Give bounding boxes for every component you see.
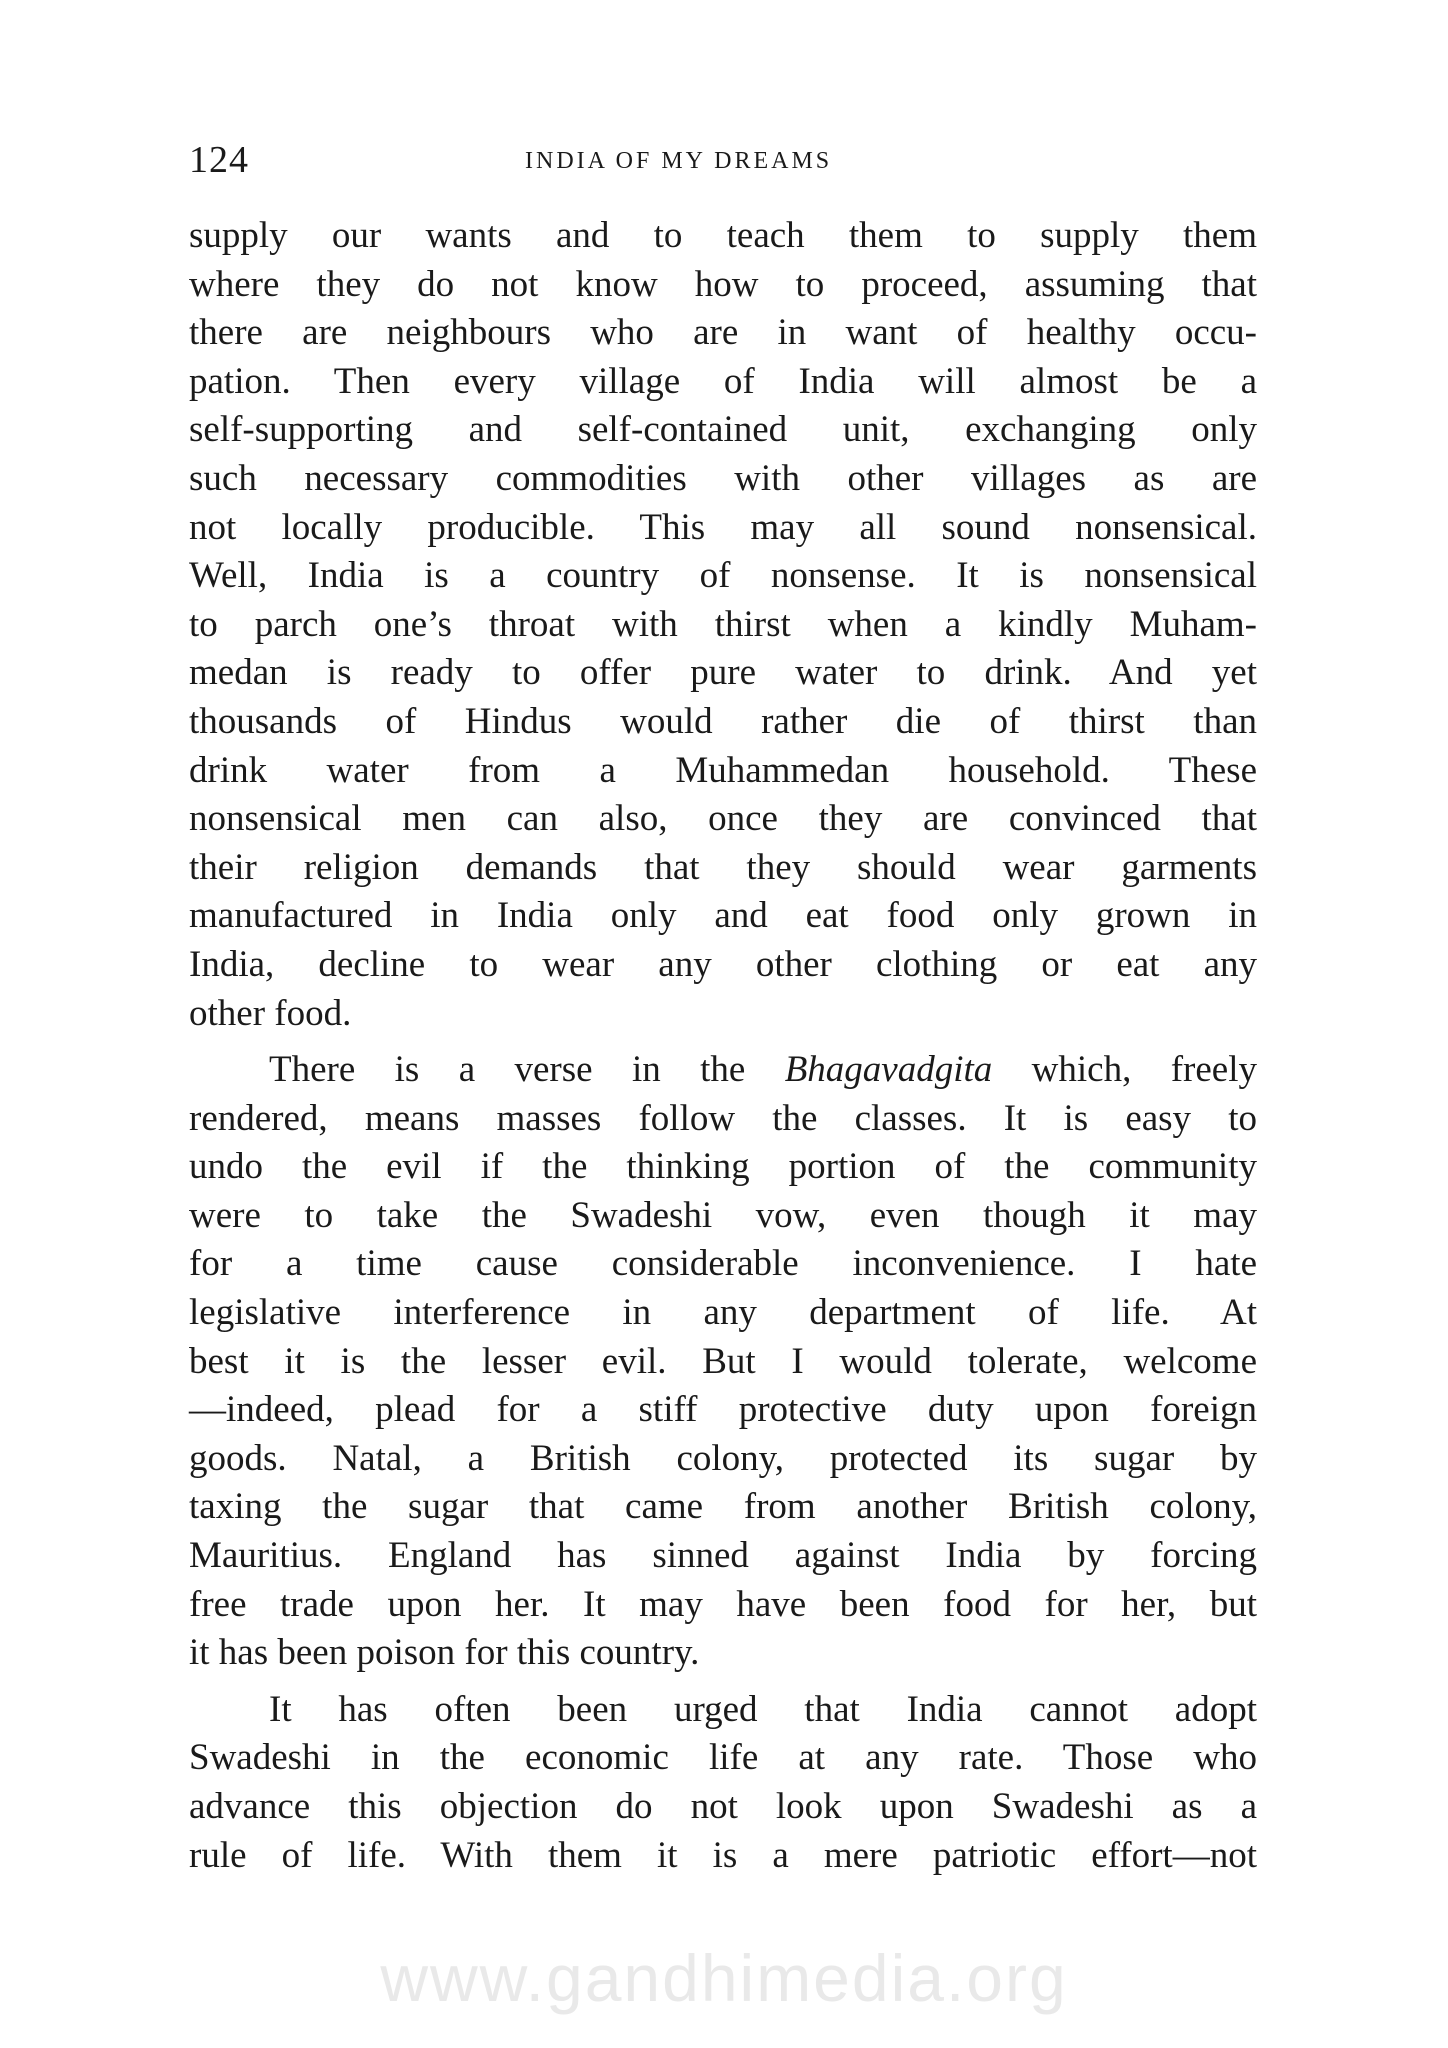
text-line: self-supporting and self-contained unit, exchanging only	[189, 409, 1257, 451]
book-title: Bhagavadgita	[784, 1049, 993, 1091]
paragraph-2	[189, 1046, 1257, 1678]
text-line: drink water from a Muhammedan household. These	[189, 749, 1257, 791]
page-number: 124	[189, 139, 249, 181]
text-line: rendered, means masses follow the classes. It is easy to	[189, 1097, 1257, 1139]
text-line: legislative interference in any department of life. At	[189, 1292, 1257, 1334]
text-line: nonsensical men can also, once they are convinced that	[189, 798, 1257, 840]
text-line	[189, 1046, 1257, 1095]
text-line: India, decline to wear any other clothing or eat any	[189, 943, 1257, 985]
text-line: medan is ready to offer pure water to drink. And yet	[189, 652, 1257, 694]
text-line: best it is the lesser evil. But I would tolerate, welcome	[189, 1340, 1257, 1382]
text-line: their religion demands that they should wear garments	[189, 846, 1257, 888]
text-line: It has often been urged that India cannot adopt	[269, 1688, 1257, 1730]
text-line: Mauritius. England has sinned against India by forcing	[189, 1535, 1257, 1577]
text-line: such necessary commodities with other villages as are	[189, 457, 1257, 499]
text-line: where they do not know how to proceed, assuming that	[189, 263, 1257, 305]
text-line: for a time cause considerable inconvenience. I hate	[189, 1243, 1257, 1285]
text-line: manufactured in India only and eat food only grown in	[189, 895, 1257, 937]
text-line: Well, India is a country of nonsense. It is nonsensical	[189, 555, 1257, 597]
text-line: supply our wants and to teach them to supply them	[189, 215, 1257, 256]
text-line: taxing the sugar that came from another British colony,	[189, 1486, 1257, 1528]
text-line: —indeed, plead for a stiff protective duty upon foreign	[189, 1389, 1257, 1431]
text-line: Swadeshi in the economic life at any rate. Those who	[189, 1737, 1257, 1779]
text-line: goods. Natal, a British colony, protected its sugar by	[189, 1437, 1257, 1479]
text-line: it has been poison for this country.	[189, 1632, 700, 1674]
watermark: www.gandhimedia.org	[380, 1941, 1068, 2015]
text-line: rule of life. With them it is a mere patriotic effort—not	[189, 1834, 1257, 1876]
text-line: other food.	[189, 992, 352, 1034]
text-line: thousands of Hindus would rather die of thirst than	[189, 700, 1257, 742]
text-run: which, freely	[992, 1049, 1257, 1091]
text-line: free trade upon her. It may have been food for her, but	[189, 1583, 1257, 1625]
paragraph-1	[189, 212, 1257, 1038]
body-text	[189, 212, 1257, 1880]
text-line: not locally producible. This may all sound nonsensical.	[189, 506, 1257, 548]
page-header	[189, 135, 1249, 185]
text-line: to parch one’s throat with thirst when a kindly Muham-	[189, 603, 1257, 645]
text-line: pation. Then every village of India will almost be a	[189, 360, 1257, 402]
text-line: were to take the Swadeshi vow, even though it may	[189, 1194, 1257, 1236]
text-line: there are neighbours who are in want of healthy occu-	[189, 312, 1257, 354]
text-line: advance this objection do not look upon Swadeshi as a	[189, 1786, 1257, 1827]
running-head: INDIA OF MY DREAMS	[525, 148, 833, 174]
text-run: There is a verse in the	[269, 1049, 785, 1091]
paragraph-3	[189, 1686, 1257, 1880]
text-line: undo the evil if the thinking portion of the community	[189, 1146, 1257, 1188]
